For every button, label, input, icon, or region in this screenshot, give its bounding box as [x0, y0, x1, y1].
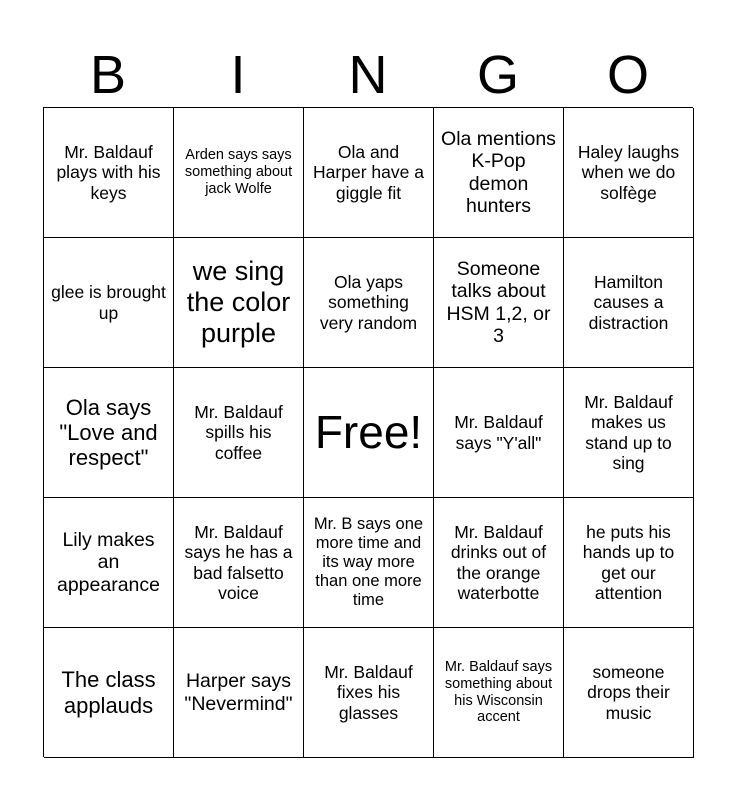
- cell-text: Mr. Baldauf makes us stand up to sing: [584, 392, 673, 473]
- bingo-cell[interactable]: [174, 108, 304, 238]
- cell-text: Ola and Harper have a giggle fit: [313, 142, 424, 203]
- cell-text: Ola yaps something very random: [319, 272, 418, 333]
- bingo-cell[interactable]: [304, 238, 434, 368]
- cell-text: The class applauds: [61, 667, 156, 718]
- bingo-cell[interactable]: [304, 498, 434, 628]
- bingo-cell[interactable]: [564, 498, 694, 628]
- bingo-cell[interactable]: [44, 238, 174, 368]
- cell-text: Mr. B says one more time and its way more than one more time: [313, 515, 424, 609]
- cell-text: Mr. Baldauf plays with his keys: [56, 142, 161, 203]
- bingo-cell[interactable]: [304, 108, 434, 238]
- bingo-cell[interactable]: [434, 628, 564, 758]
- bingo-cell[interactable]: [174, 628, 304, 758]
- cell-text: Lily makes an appearance: [56, 528, 160, 596]
- bingo-cell[interactable]: [304, 628, 434, 758]
- bingo-header: [43, 42, 693, 108]
- bingo-cell[interactable]: [564, 108, 694, 238]
- cell-text: Mr. Baldauf says "Y'all": [454, 412, 543, 453]
- bingo-cell[interactable]: [174, 238, 304, 368]
- bingo-cell[interactable]: [564, 238, 694, 368]
- cell-text: we sing the color purple: [186, 255, 291, 349]
- free-space-cell[interactable]: [304, 368, 434, 498]
- cell-text: glee is brought up: [51, 282, 166, 323]
- bingo-cell[interactable]: [434, 238, 564, 368]
- bingo-cell[interactable]: [434, 108, 564, 238]
- header-letter-g: G: [476, 45, 519, 105]
- header-letter-b: B: [89, 45, 127, 105]
- bingo-cell[interactable]: [44, 628, 174, 758]
- bingo-cell[interactable]: [44, 108, 174, 238]
- bingo-grid: [43, 107, 693, 757]
- bingo-cell[interactable]: [44, 368, 174, 498]
- cell-text: Mr. Baldauf spills his coffee: [194, 402, 283, 463]
- bingo-cell[interactable]: [434, 498, 564, 628]
- bingo-cell[interactable]: [564, 368, 694, 498]
- header-letter-i: I: [230, 45, 246, 105]
- free-space-text: Free!: [314, 406, 423, 459]
- cell-text: someone drops their music: [587, 662, 670, 723]
- cell-text: Haley laughs when we do solfège: [577, 142, 680, 203]
- cell-text: Ola mentions K-Pop demon hunters: [441, 127, 556, 217]
- cell-text: Hamilton causes a distraction: [588, 272, 669, 333]
- cell-text: Mr. Baldauf says he has a bad falsetto voice: [184, 522, 293, 603]
- cell-text: Harper says "Nevermind": [184, 670, 293, 715]
- bingo-cell[interactable]: [434, 368, 564, 498]
- bingo-cell[interactable]: [564, 628, 694, 758]
- header-letter-n: N: [348, 45, 388, 105]
- cell-text: Ola says "Love and respect": [59, 394, 158, 471]
- cell-text: Someone talks about HSM 1,2, or 3: [446, 257, 551, 347]
- cell-text: Arden says says something about jack Wolfe: [184, 147, 293, 197]
- bingo-cell[interactable]: [174, 498, 304, 628]
- cell-text: Mr. Baldauf drinks out of the orange waterbotte: [450, 522, 547, 603]
- cell-text: Mr. Baldauf says something about his Wisconsin accent: [444, 659, 553, 726]
- cell-text: he puts his hands up to get our attention: [582, 522, 675, 603]
- cell-text: Mr. Baldauf fixes his glasses: [324, 662, 413, 723]
- bingo-cell[interactable]: [44, 498, 174, 628]
- header-letter-o: O: [606, 45, 649, 105]
- bingo-cell[interactable]: [174, 368, 304, 498]
